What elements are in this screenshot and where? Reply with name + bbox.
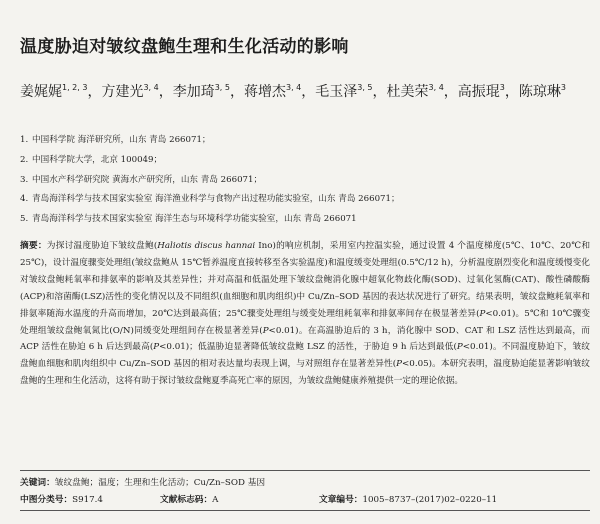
divider [20,470,590,471]
author-name: 蒋增杰 [243,84,286,100]
affiliation-text: 青岛海洋科学与技术国家实验室 海洋渔业科学与食物产出过程功能实验室，山东 青岛 266071； [32,194,400,205]
author-name: 陈琼琳 [518,84,561,100]
p-symbol: P [262,325,269,336]
abstract-text: <0.01)；低温胁迫显著降低皱纹盘鲍 LSZ 的活性，于胁迫 9 h 后达到最低( [159,342,457,353]
p-symbol: P [456,342,463,353]
author-name: 李加琦 [172,84,215,100]
clc-number [20,493,103,507]
affiliation-number: 4. [20,194,29,205]
affiliation-text: 中国科学院 海洋研究所，山东 青岛 266071； [32,135,211,145]
author-separator: ， [229,84,244,100]
author-separator: ， [372,84,387,100]
author-affiliation-marker: 3, 4 [285,83,302,92]
abstract-label: 摘要： [20,241,47,251]
abstract-text: 为探讨温度胁迫下皱纹盘鲍( [46,241,158,251]
doc-label: 文献标志码： [160,495,213,505]
affiliation-text: 青岛海洋科学与技术国家实验室 海洋生态与环境科学功能实验室，山东 青岛 266071 [32,214,357,225]
affiliation [20,151,590,171]
affiliation-number: 5. [20,214,29,225]
author-separator: ， [158,84,173,100]
author-name: 杜美荣 [386,84,429,100]
clc-label: 中图分类号： [20,495,73,505]
author-affiliation-marker: 1, 2, 3 [62,83,88,92]
author-name: 毛玉泽 [315,84,358,100]
author [244,84,315,100]
author-affiliation-marker: 3, 4 [143,83,159,92]
author-separator: ， [87,84,102,100]
affiliation [20,131,590,151]
abstract-text: <0.01)。在高温胁迫后的 3 h，消化腺中 SOD、CAT 和 LSZ 活性达到最高，而 ACP 活性在胁迫 6 h 后达到最高( [20,325,590,353]
paper-title: 温度胁迫对皱纹盘鲍生理和生化活动的影响 [20,37,349,57]
p-symbol: P [396,359,403,370]
affiliation [20,190,590,210]
article-number [319,493,497,507]
p-symbol: P [479,308,486,319]
author-affiliation-marker: 3, 5 [214,83,230,92]
doc-value: A [212,495,219,505]
art-value: 1005–8737–(2017)02–0220–11 [362,495,498,505]
author [173,84,244,100]
affiliation-text: 中国水产科学研究院 黄海水产研究所，山东 青岛 266071； [32,174,263,185]
p-symbol: P [153,342,160,353]
author-affiliation-marker: 3 [499,83,505,92]
author-name: 方建光 [101,84,144,100]
affiliation-number: 1. [20,135,29,145]
abstract-text: Ino)的响应机制，采用室内控温实验，通过设置 4 个温度梯度(5℃、10℃、20℃和 25℃)，设计温度骤变处理组(皱纹盘鲍从 15℃暂养温度直接转移至各实验温度)和温度缓变处理组(0.5℃/12 h)，分析温度剧烈变化和温度缓慢变化对皱纹盘鲍耗氧率和排氨率的影响及其差异性；并对高温和低温处理下皱纹盘鲍消化腺中超氧化物歧化酶(SOD)、过氧化氢酶(CAT)、酸性磷酸酶(ACP)和溶菌酶(LSZ)活性的变化情况以及不同组织(血细胞和肌肉组织)中 Cu/Zn–SOD 基因的表达状况进行了研究。结果表明，皱纹盘鲍耗氧率和排氨率随海水温度的升高而增加，20℃达到最高值；25℃骤变处理组与缓变处理组耗氧率和排氨率间存在极显著差异( [20,241,591,319]
keywords-text: 皱纹盘鲍；温度；生理和生化活动；Cu/Zn–SOD 基因 [54,478,266,488]
keywords-label: 关键词： [20,478,55,488]
author-affiliation-marker: 3 [560,83,566,92]
author [101,84,172,100]
affiliation [20,171,590,191]
affiliation [20,210,590,230]
clc-value: S917.4 [72,495,103,505]
keywords [20,476,590,490]
abstract [20,238,590,390]
affiliation-text: 中国科学院大学，北京 100049； [32,154,163,165]
author-name: 姜娓娓 [20,84,62,100]
art-label: 文章编号： [319,495,363,505]
divider [20,510,590,511]
author [315,84,386,100]
author-list [20,77,590,103]
species-name: Haliotis discus hannai [157,241,256,251]
affiliation-number: 2. [20,154,29,165]
abstract-text: <0.01)。5℃和 10℃骤变处理组皱纹盘鲍氧氮比(O/N)同缓变处理组间存在极显著差异( [20,308,591,336]
author [387,84,458,100]
author [458,84,519,100]
author [20,84,101,100]
author-affiliation-marker: 3, 5 [357,83,373,92]
author [519,84,566,100]
affiliation-number: 3. [20,174,29,185]
author-name: 高振琨 [457,84,500,100]
abstract-text: <0.01)。不同温度胁迫下，皱纹盘鲍血细胞和肌肉组织中 Cu/Zn–SOD 基因的相对表达量均表现上调，与对照组存在显著差异性( [20,342,590,370]
author-affiliation-marker: 3, 4 [428,83,444,92]
author-separator: ， [443,84,458,100]
author-separator: ， [301,84,316,100]
author-separator: ， [504,84,519,100]
affiliation-list [20,131,590,230]
document-code [160,493,218,507]
abstract-text: <0.05)。本研究表明，温度胁迫能显著影响皱纹盘鲍的生理和生化活动，这将有助于探讨皱纹盘鲍夏季高死亡率的原因，为皱纹盘鲍健康养殖提供一定的理论依据。 [20,359,590,387]
